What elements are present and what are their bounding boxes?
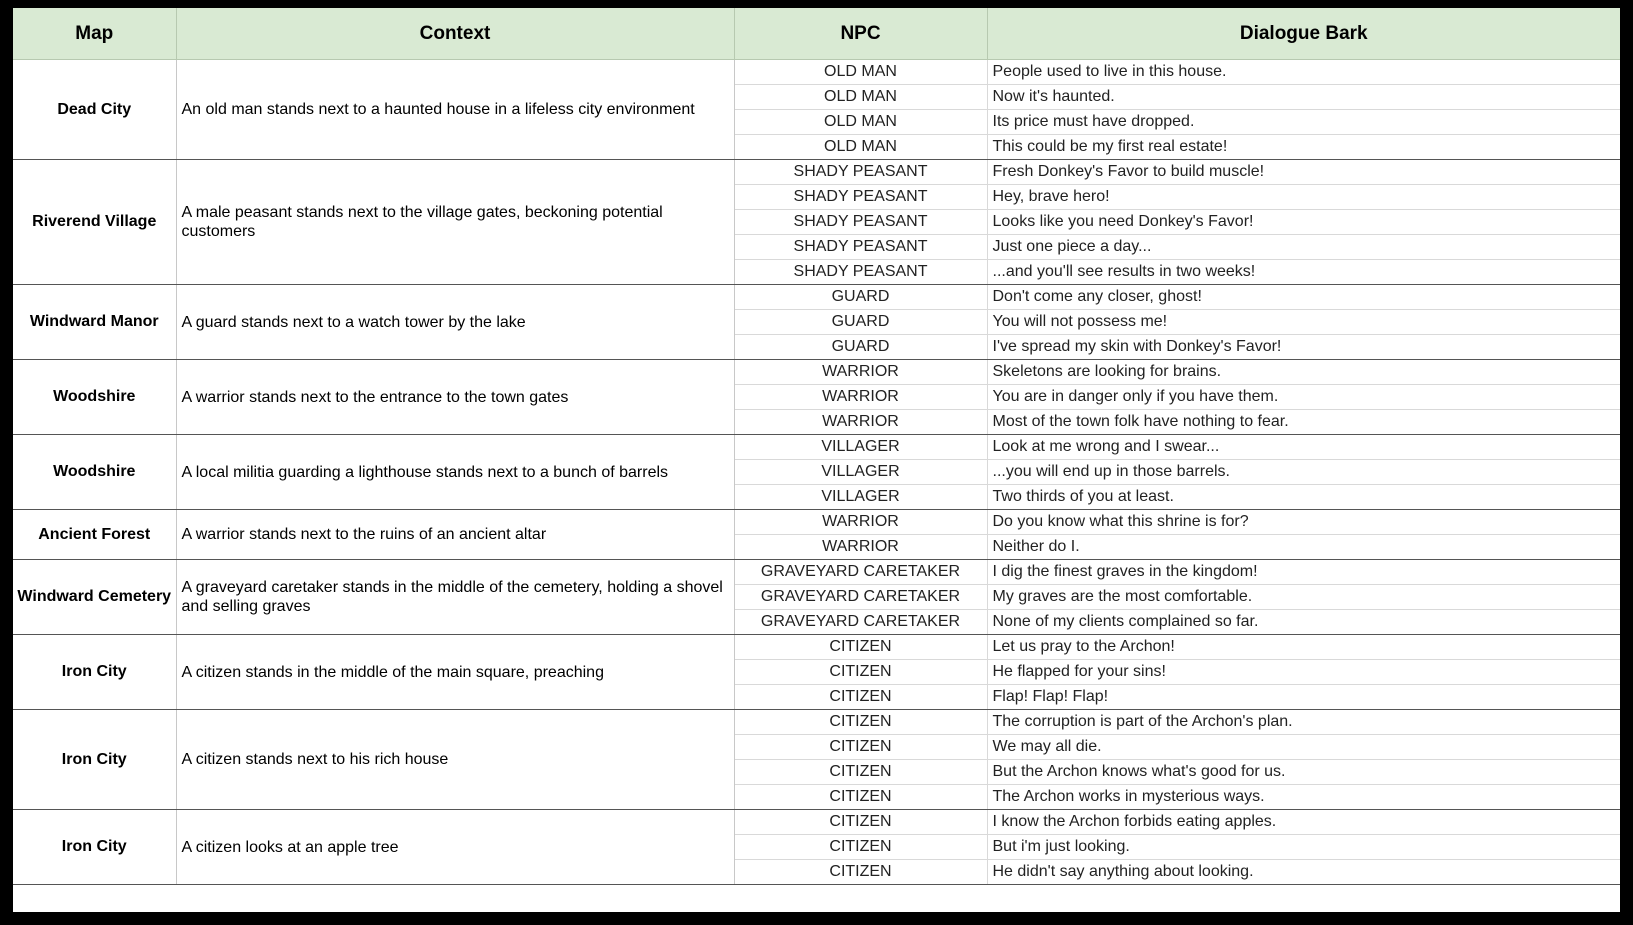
dialogue-bark-cell[interactable]: The corruption is part of the Archon's plan. [987, 710, 1620, 735]
npc-cell[interactable]: OLD MAN [734, 110, 987, 135]
table-row [13, 635, 1620, 660]
table-row [13, 360, 1620, 385]
dialogue-bark-cell[interactable]: Most of the town folk have nothing to fear. [987, 410, 1620, 435]
npc-cell[interactable]: WARRIOR [734, 510, 987, 535]
context-cell[interactable]: A warrior stands next to the ruins of an ancient altar [176, 510, 734, 560]
dialogue-bark-cell[interactable]: People used to live in this house. [987, 60, 1620, 85]
dialogue-bark-cell[interactable]: Let us pray to the Archon! [987, 635, 1620, 660]
table-header [13, 8, 1620, 60]
dialogue-bark-cell[interactable]: ...and you'll see results in two weeks! [987, 260, 1620, 285]
dialogue-bark-cell[interactable]: None of my clients complained so far. [987, 610, 1620, 635]
map-cell[interactable]: Iron City [13, 635, 176, 710]
npc-cell[interactable]: SHADY PEASANT [734, 235, 987, 260]
npc-cell[interactable]: OLD MAN [734, 135, 987, 160]
dialogue-bark-cell[interactable]: Its price must have dropped. [987, 110, 1620, 135]
context-cell[interactable]: A citizen stands next to his rich house [176, 710, 734, 810]
dialogue-bark-cell[interactable]: Look at me wrong and I swear... [987, 435, 1620, 460]
npc-cell[interactable]: CITIZEN [734, 660, 987, 685]
map-cell[interactable]: Woodshire [13, 435, 176, 510]
npc-cell[interactable]: CITIZEN [734, 860, 987, 885]
npc-cell[interactable]: VILLAGER [734, 435, 987, 460]
dialogue-bark-cell[interactable]: Two thirds of you at least. [987, 485, 1620, 510]
context-cell[interactable]: An old man stands next to a haunted house in a lifeless city environment [176, 60, 734, 160]
npc-cell[interactable]: GUARD [734, 310, 987, 335]
context-cell[interactable]: A male peasant stands next to the village gates, beckoning potential customers [176, 160, 734, 285]
dialogue-bark-cell[interactable]: Do you know what this shrine is for? [987, 510, 1620, 535]
npc-cell[interactable]: SHADY PEASANT [734, 160, 987, 185]
dialogue-bark-cell[interactable]: I know the Archon forbids eating apples. [987, 810, 1620, 835]
npc-cell[interactable]: GUARD [734, 285, 987, 310]
npc-cell[interactable]: VILLAGER [734, 460, 987, 485]
context-cell[interactable]: A graveyard caretaker stands in the middle of the cemetery, holding a shovel and selling graves [176, 560, 734, 635]
table-row [13, 560, 1620, 585]
context-cell[interactable]: A local militia guarding a lighthouse stands next to a bunch of barrels [176, 435, 734, 510]
npc-cell[interactable]: GRAVEYARD CARETAKER [734, 610, 987, 635]
dialogue-bark-cell[interactable]: But i'm just looking. [987, 835, 1620, 860]
npc-cell[interactable]: GRAVEYARD CARETAKER [734, 585, 987, 610]
dialogue-bark-cell[interactable]: I dig the finest graves in the kingdom! [987, 560, 1620, 585]
npc-cell[interactable]: CITIZEN [734, 735, 987, 760]
dialogue-sheet [13, 8, 1620, 912]
header-npc[interactable]: NPC [734, 8, 987, 60]
npc-cell[interactable]: CITIZEN [734, 810, 987, 835]
npc-cell[interactable]: CITIZEN [734, 635, 987, 660]
npc-cell[interactable]: CITIZEN [734, 685, 987, 710]
dialogue-bark-cell[interactable]: He flapped for your sins! [987, 660, 1620, 685]
npc-cell[interactable]: SHADY PEASANT [734, 210, 987, 235]
npc-cell[interactable]: WARRIOR [734, 360, 987, 385]
table-row [13, 285, 1620, 310]
npc-cell[interactable]: CITIZEN [734, 835, 987, 860]
table-body [13, 60, 1620, 885]
npc-cell[interactable]: CITIZEN [734, 710, 987, 735]
npc-cell[interactable]: GUARD [734, 335, 987, 360]
dialogue-bark-cell[interactable]: He didn't say anything about looking. [987, 860, 1620, 885]
dialogue-bark-cell[interactable]: Hey, brave hero! [987, 185, 1620, 210]
context-cell[interactable]: A citizen looks at an apple tree [176, 810, 734, 885]
dialogue-bark-cell[interactable]: You are in danger only if you have them. [987, 385, 1620, 410]
dialogue-bark-cell[interactable]: ...you will end up in those barrels. [987, 460, 1620, 485]
map-cell[interactable]: Woodshire [13, 360, 176, 435]
header-dialogue-bark[interactable]: Dialogue Bark [987, 8, 1620, 60]
npc-cell[interactable]: CITIZEN [734, 785, 987, 810]
dialogue-bark-cell[interactable]: This could be my first real estate! [987, 135, 1620, 160]
dialogue-bark-cell[interactable]: But the Archon knows what's good for us. [987, 760, 1620, 785]
dialogue-bark-cell[interactable]: Just one piece a day... [987, 235, 1620, 260]
npc-cell[interactable]: OLD MAN [734, 85, 987, 110]
npc-cell[interactable]: WARRIOR [734, 535, 987, 560]
dialogue-bark-cell[interactable]: Now it's haunted. [987, 85, 1620, 110]
dialogue-table [13, 8, 1620, 885]
map-cell[interactable]: Iron City [13, 710, 176, 810]
table-row [13, 510, 1620, 535]
npc-cell[interactable]: CITIZEN [734, 760, 987, 785]
context-cell[interactable]: A warrior stands next to the entrance to the town gates [176, 360, 734, 435]
dialogue-bark-cell[interactable]: Skeletons are looking for brains. [987, 360, 1620, 385]
map-cell[interactable]: Windward Cemetery [13, 560, 176, 635]
dialogue-bark-cell[interactable]: My graves are the most comfortable. [987, 585, 1620, 610]
header-map[interactable]: Map [13, 8, 176, 60]
npc-cell[interactable]: SHADY PEASANT [734, 185, 987, 210]
table-row [13, 160, 1620, 185]
dialogue-bark-cell[interactable]: Fresh Donkey's Favor to build muscle! [987, 160, 1620, 185]
npc-cell[interactable]: GRAVEYARD CARETAKER [734, 560, 987, 585]
map-cell[interactable]: Iron City [13, 810, 176, 885]
context-cell[interactable]: A citizen stands in the middle of the main square, preaching [176, 635, 734, 710]
dialogue-bark-cell[interactable]: The Archon works in mysterious ways. [987, 785, 1620, 810]
table-row [13, 710, 1620, 735]
context-cell[interactable]: A guard stands next to a watch tower by the lake [176, 285, 734, 360]
table-row [13, 60, 1620, 85]
dialogue-bark-cell[interactable]: We may all die. [987, 735, 1620, 760]
dialogue-bark-cell[interactable]: Don't come any closer, ghost! [987, 285, 1620, 310]
table-row [13, 435, 1620, 460]
dialogue-bark-cell[interactable]: Flap! Flap! Flap! [987, 685, 1620, 710]
map-cell[interactable]: Ancient Forest [13, 510, 176, 560]
header-row [13, 8, 1620, 60]
map-cell[interactable]: Riverend Village [13, 160, 176, 285]
npc-cell[interactable]: OLD MAN [734, 60, 987, 85]
table-row [13, 810, 1620, 835]
dialogue-bark-cell[interactable]: Looks like you need Donkey's Favor! [987, 210, 1620, 235]
header-context[interactable]: Context [176, 8, 734, 60]
map-cell[interactable]: Dead City [13, 60, 176, 160]
npc-cell[interactable]: SHADY PEASANT [734, 260, 987, 285]
dialogue-bark-cell[interactable]: You will not possess me! [987, 310, 1620, 335]
npc-cell[interactable]: VILLAGER [734, 485, 987, 510]
npc-cell[interactable]: WARRIOR [734, 410, 987, 435]
dialogue-bark-cell[interactable]: I've spread my skin with Donkey's Favor! [987, 335, 1620, 360]
map-cell[interactable]: Windward Manor [13, 285, 176, 360]
dialogue-bark-cell[interactable]: Neither do I. [987, 535, 1620, 560]
npc-cell[interactable]: WARRIOR [734, 385, 987, 410]
